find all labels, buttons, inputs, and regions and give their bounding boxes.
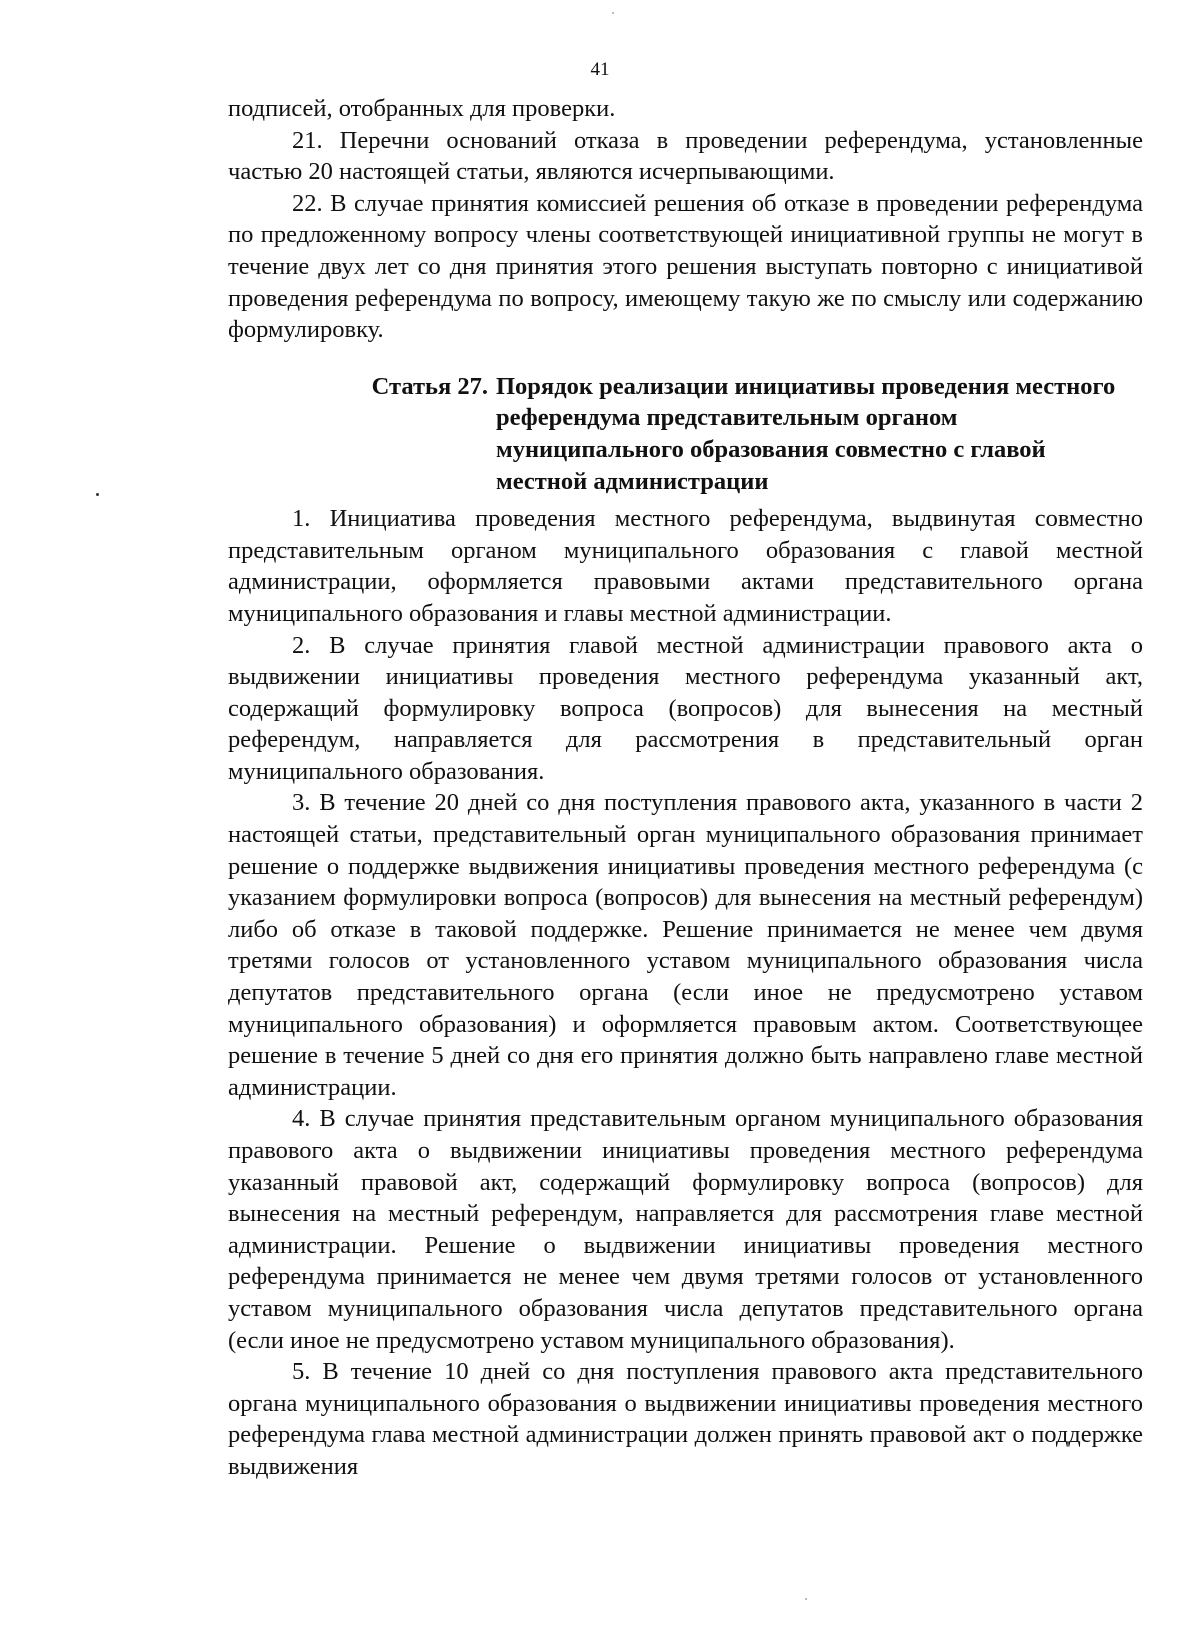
scan-speck — [612, 12, 614, 14]
margin-mark — [96, 493, 99, 496]
paragraph-4: 4. В случае принятия представительным органом муниципального образования правового акта о выдвижении инициативы проведения местного референдума указанный правовой акт, содержащий формулировку вопроса (вопросов) для вынесения на местный референдум, направляется для рассмотрения главе местной администрации. Решение о выдвижении инициативы проведения местного референдума принимается не менее чем двумя третями голосов от установленного уставом муниципального образования числа депутатов представительного органа (если иное не предусмотрено уставом муниципального образования). — [228, 1105, 1143, 1354]
document-body — [228, 93, 1143, 1483]
paragraph-21: 21. Перечни оснований отказа в проведении референдума, установленные частью 20 настоящей статьи, являются исчерпывающими. — [228, 126, 1143, 186]
paragraph-2: 2. В случае принятия главой местной администрации правового акта о выдвижении инициативы проведения местного референдума указанный акт, содержащий формулировку вопроса (вопросов) для вынесения на местный референдум, направляется для рассмотрения в представительный орган муниципального образования. — [228, 631, 1143, 785]
paragraph-22: 22. В случае принятия комиссией решения об отказе в проведении референдума по предложенному вопросу члены соответствующей инициативной группы не могут в течение двух лет со дня принятия этого решения выступать повторно с инициативой проведения референдума по вопросу, имеющему такую же по смыслу или содержанию формулировку. — [228, 189, 1143, 344]
article-heading — [228, 371, 1143, 497]
scan-speck — [805, 1598, 807, 1600]
paragraph-1: 1. Инициатива проведения местного референдума, выдвинутая совместно представительным органом муниципального образования с главой местной администрации, оформляется правовыми актами представительного органа муниципального образования и главы местной администрации. — [228, 505, 1143, 627]
article-title: Порядок реализации инициативы проведения местного референдума представительным органом муниципального образования совместно с главой местной администрации — [496, 372, 1116, 495]
paragraph-3: 3. В течение 20 дней со дня поступления правового акта, указанного в части 2 настоящей статьи, представительный орган муниципального образования принимает решение о поддержке выдвижения инициативы проведения местного референдума (с указанием формулировки вопроса (вопросов) для вынесения на местный референдум) либо об отказе в таковой поддержке. Решение принимается не менее чем двумя третями голосов от установленного уставом муниципального образования числа депутатов представительного органа (если иное не предусмотрено уставом муниципального образования) и оформляется правовым актом. Соответствующее решение в течение 5 дней со дня его принятия должно быть направлено главе местной администрации. — [228, 789, 1143, 1101]
article-number: Статья 27. — [371, 372, 488, 400]
page-number: 41 — [590, 59, 610, 80]
paragraph-continuation: подписей, отобранных для проверки. — [228, 95, 616, 122]
paragraph-5: 5. В течение 10 дней со дня поступления правового акта представительного органа муниципального образования о выдвижении инициативы проведения местного референдума глава местной администрации должен принять правовой акт о поддержке выдвижения — [228, 1358, 1143, 1480]
